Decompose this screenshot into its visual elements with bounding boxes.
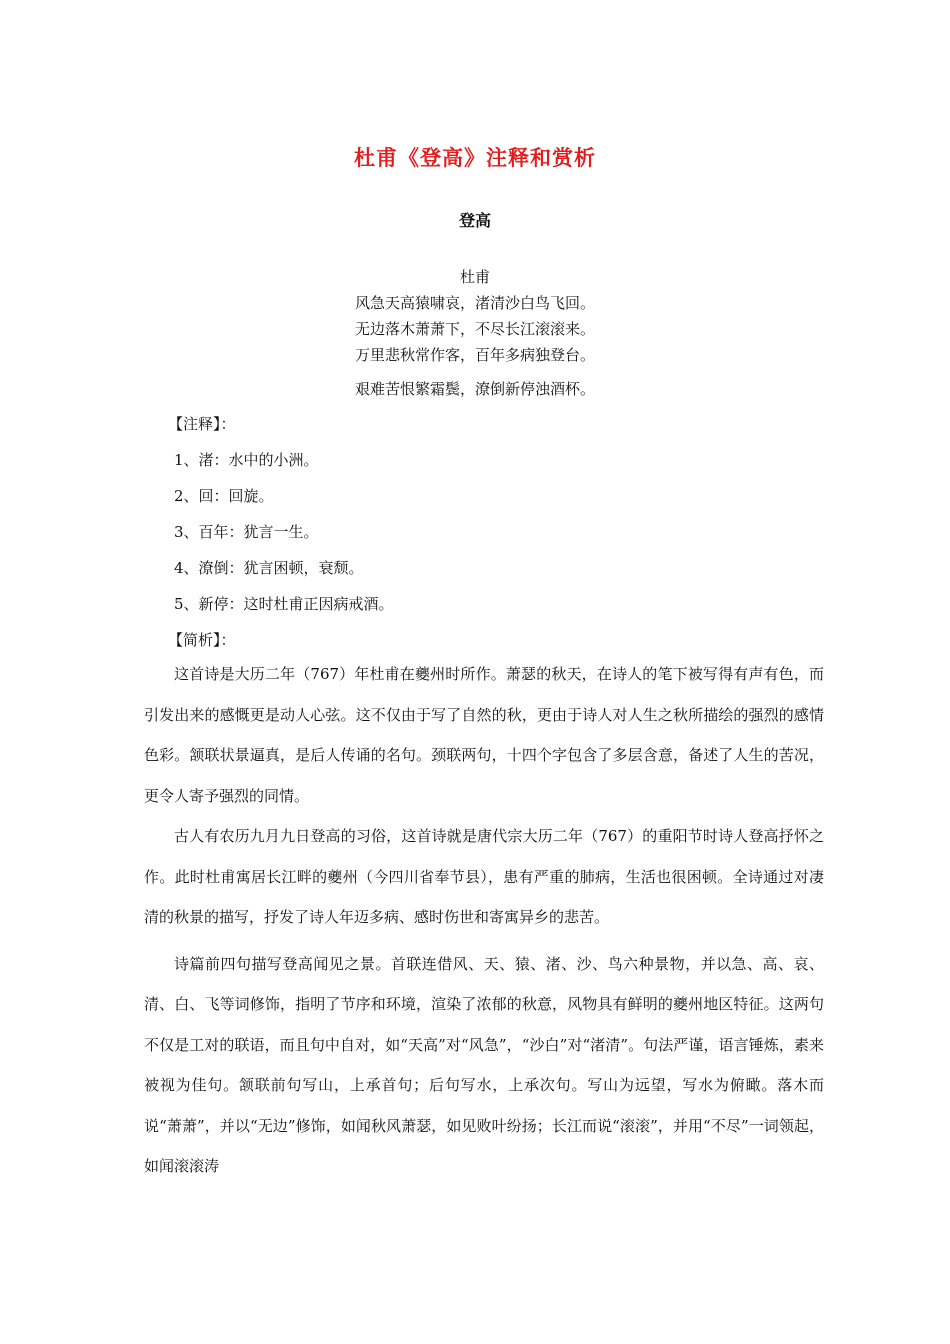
poem-line: 无边落木萧萧下，不尽长江滚滚来。 (354, 320, 595, 338)
poem-block (0, 264, 950, 402)
analysis-body (144, 654, 824, 1187)
note-item: 5、新停：这时杜甫正因病戒酒。 (174, 595, 394, 613)
poem-line: 风急天高猿啸哀，渚清沙白鸟飞回。 (354, 294, 595, 312)
note-item: 1、渚：水中的小洲。 (174, 451, 319, 469)
analysis-paragraph: 古人有农历九月九日登高的习俗，这首诗就是唐代宗大历二年（767）的重阳节时诗人登高抒怀之作。此时杜甫寓居长江畔的夔州（今四川省奉节县），患有严重的肺病，生活也很困顿。全诗通过对凄清的秋景的描写，抒发了诗人年迈多病、感时伤世和寄寓异乡的悲苦。 (144, 827, 824, 926)
poem-author: 杜甫 (459, 268, 490, 286)
notes-section (168, 410, 394, 626)
analysis-paragraph: 这首诗是大历二年（767）年杜甫在夔州时所作。萧瑟的秋天，在诗人的笔下被写得有声有色，而引发出来的感慨更是动人心弦。这不仅由于写了自然的秋，更由于诗人对人生之秋所描绘的强烈的感情色彩。颔联状景逼真，是后人传诵的名句。颈联两句，十四个字包含了多层含意，备述了人生的苦况，更令人寄予强烈的同情。 (144, 665, 824, 805)
poem-heading: 登高 (458, 211, 491, 230)
analysis-paragraph: 诗篇前四句描写登高闻见之景。首联连借风、天、猿、渚、沙、鸟六种景物，并以急、高、哀、清、白、飞等词修饰，指明了节序和环境，渲染了浓郁的秋意，风物具有鲜明的夔州地区特征。这两句不仅是工对的联语，而且句中自对，如“天高”对“风急”，“沙白”对“渚清”。句法严谨，语言锤炼，素来被视为佳句。颔联前句写山，上承首句；后句写水，上承次句。写山为远望，写水为俯瞰。落木而说“萧萧”，并以“无边”修饰，如闻秋风萧瑟，如见败叶纷扬；长江而说“滚滚”，并用“不尽”一词领起，如闻滚滚涛 (144, 954, 824, 1175)
note-item: 4、潦倒：犹言困顿，衰颓。 (174, 559, 364, 577)
notes-heading: 【注释】： (168, 415, 236, 433)
poem-line: 万里悲秋常作客，百年多病独登台。 (354, 346, 595, 364)
analysis-heading: 【简析】： (168, 631, 236, 649)
poem-line: 艰难苦恨繁霜鬓，潦倒新停浊酒杯。 (354, 380, 595, 398)
note-item: 2、回：回旋。 (174, 487, 274, 505)
note-item: 3、百年：犹言一生。 (174, 523, 319, 541)
document-title: 杜甫《登高》注释和赏析 (354, 146, 596, 170)
